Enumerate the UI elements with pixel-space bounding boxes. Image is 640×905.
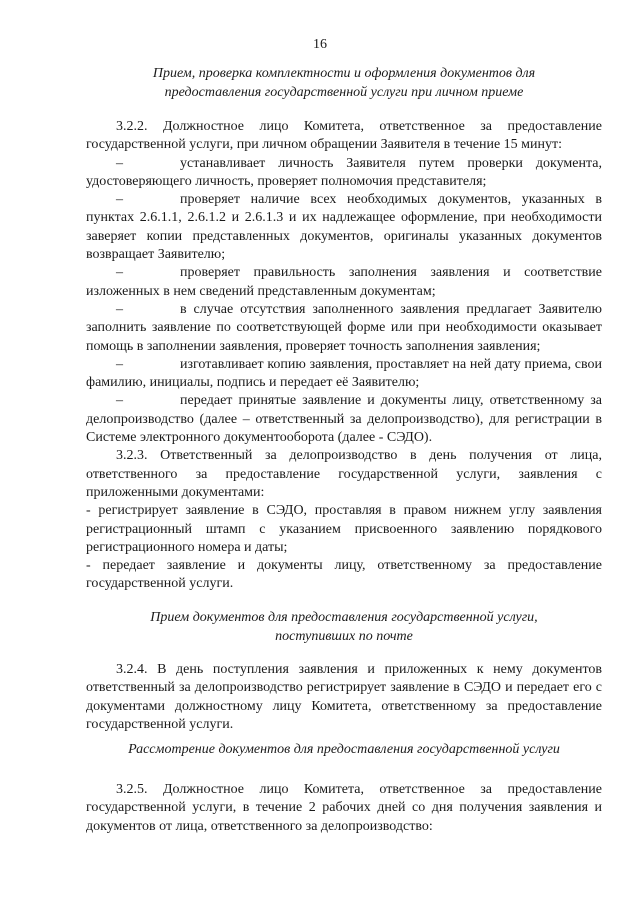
dash-marker: – [116, 192, 123, 208]
paragraph-3-2-5: 3.2.5. Должностное лицо Комитета, ответственное за предоставление государственной услуги, в течение 2 рабочих дней со дня получения заявления и документов от лица, ответственного за делопроизводство: [86, 782, 602, 834]
section-body-3-2-5 [86, 781, 602, 836]
section-heading-line: Рассмотрение документов для предоставления государственной услуги [128, 742, 560, 757]
paragraph-3-2-2-intro: 3.2.2. Должностное лицо Комитета, ответственное за предоставление государственной услуги, при личном обращении Заявителя в течение 15 минут: [86, 119, 602, 153]
paragraph-3-2-4: 3.2.4. В день поступления заявления и приложенных к нему документов ответственный за делопроизводство регистрирует заявление в СЭДО и передает его с документами должностному лицу Комитета, ответственному за предоставление государственной услуги. [86, 662, 602, 732]
section-heading-postal [86, 608, 602, 646]
section-heading-line: предоставления государственной услуги при личном приеме [164, 85, 524, 100]
list-item [86, 392, 602, 447]
list-item [86, 264, 602, 301]
list-item-text: проверяет наличие всех необходимых документов, указанных в пунктах 2.6.1.1, 2.6.1.2 и 2.6.1.3 и их надлежащее оформление, при необходимости заверяет копии представленных документов, оригиналы указанных документов возвращает Заявителю; [86, 192, 602, 263]
list-item-text: в случае отсутствия заполненного заявления предлагает Заявителю заполнить заявление по соответствующей форме или при необходимости оказывает помощь в заполнении заявления, проверяет точность заполнения заявления; [86, 301, 602, 354]
dash-marker: – [116, 393, 123, 409]
section-heading-line: Прием, проверка комплектности и оформления документов для [152, 66, 536, 81]
section-body-3-2-4 [86, 661, 602, 734]
list-item [86, 155, 602, 192]
section-heading-line: поступивших по почте [275, 629, 413, 644]
list-item-text: передает принятые заявление и документы лицу, ответственному за делопроизводство (далее – ответственный за делопроизводство), для регистрации в Системе электронного документооборота (далее - СЭДО). [86, 393, 602, 446]
list-item-text: устанавливает личность Заявителя путем проверки документа, удостоверяющего личность, проверяет полномочия представителя; [86, 155, 602, 189]
list-item [86, 356, 602, 393]
list-item [86, 191, 602, 264]
section-heading-review [86, 740, 602, 759]
list-item: - передает заявление и документы лицу, ответственному за предоставление государственной услуги. [86, 558, 602, 592]
dash-marker: – [116, 301, 123, 317]
section-body-3-2-2-3-2-3 [86, 118, 602, 594]
list-item: - регистрирует заявление в СЭДО, проставляя в правом нижнем углу заявления регистрационный штамп с указанием присвоенного заявлению порядкового регистрационного номера и даты; [86, 503, 602, 555]
page-number: 16 [313, 37, 327, 52]
section-heading-line: Прием документов для предоставления государственной услуги, [150, 610, 538, 625]
list-item [86, 301, 602, 356]
list-item-text: проверяет правильность заполнения заявления и соответствие изложенных в нем сведений представленным документам; [86, 265, 602, 299]
list-item-text: изготавливает копию заявления, проставляет на ней дату приема, свои фамилию, инициалы, подпись и передает её Заявителю; [86, 356, 602, 391]
dash-marker: – [116, 155, 123, 171]
dash-marker: – [116, 356, 123, 372]
paragraph-3-2-3-intro: 3.2.3. Ответственный за делопроизводство в день получения от лица, ответственного за предоставление государственной услуги, заявления с приложенными документами: [86, 448, 602, 500]
dash-marker: – [116, 265, 123, 281]
section-heading-reception [86, 64, 602, 102]
